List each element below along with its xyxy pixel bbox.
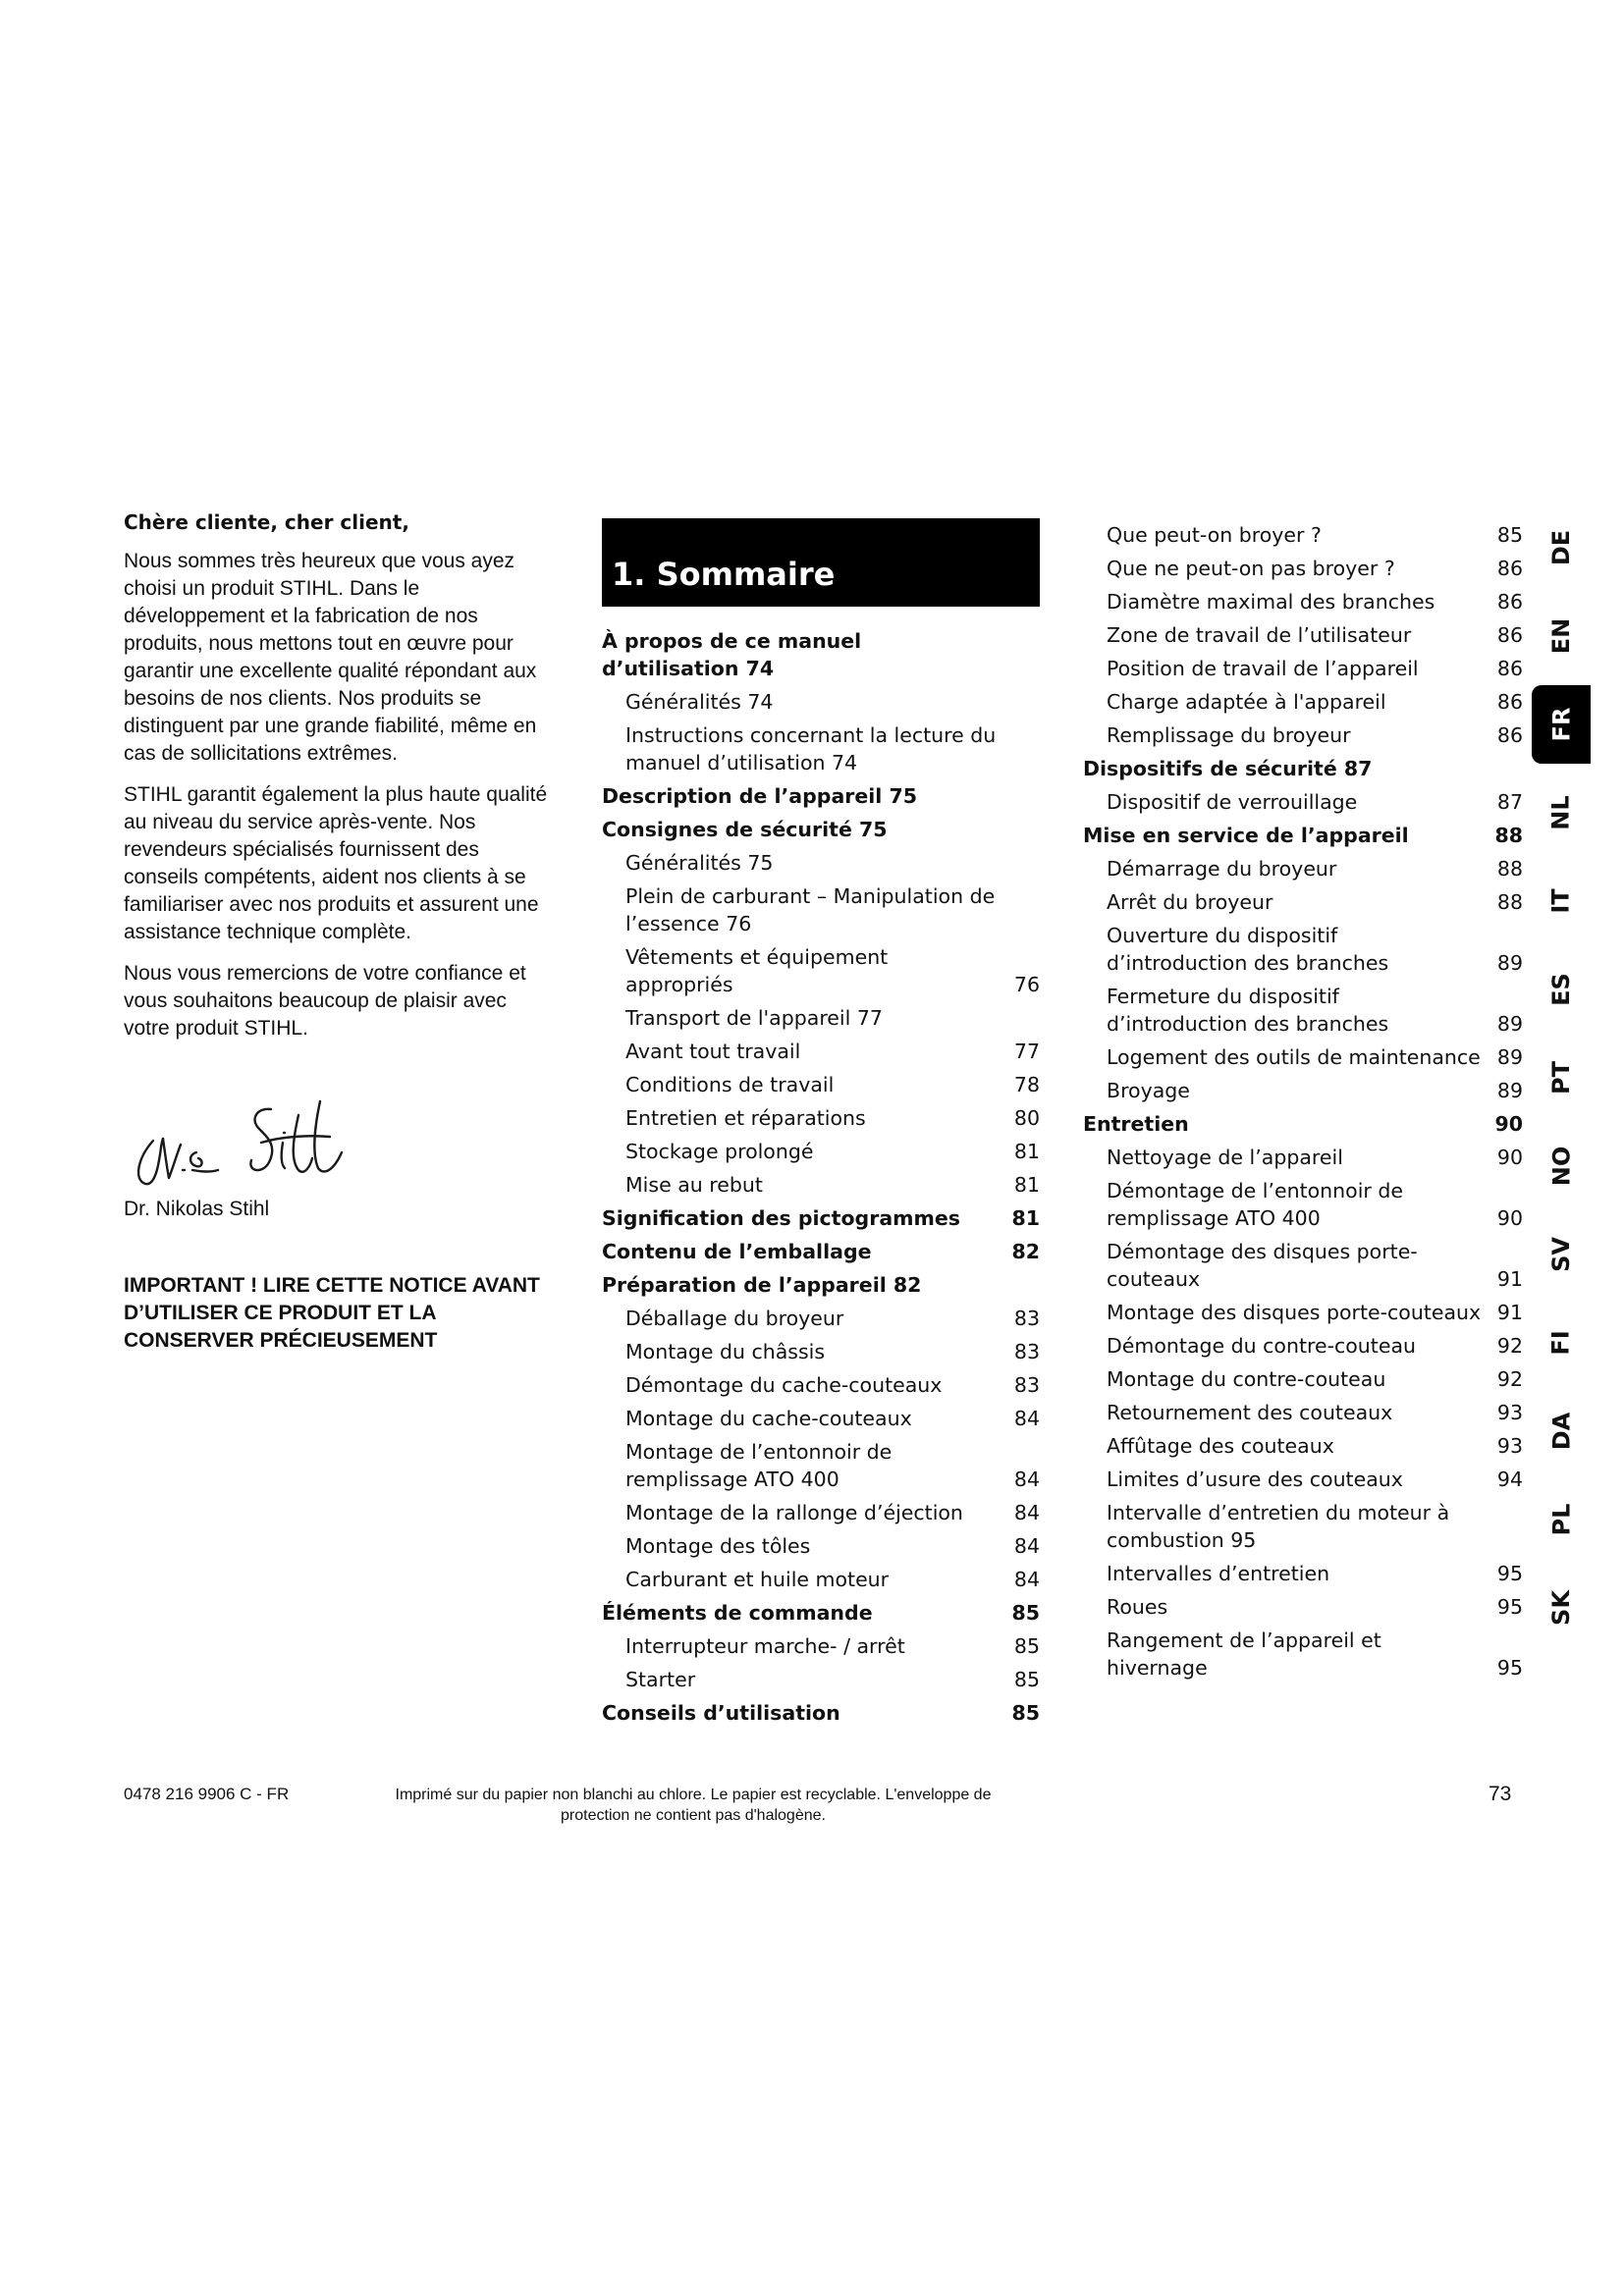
toc-subsection xyxy=(602,1529,1040,1563)
language-code: EN xyxy=(1546,617,1575,655)
toc-subsection xyxy=(602,1135,1040,1168)
toc-entry-page: 84 xyxy=(1013,1534,1040,1558)
toc-list xyxy=(1083,518,1523,1684)
toc-section xyxy=(1083,1107,1523,1141)
toc-entry-label: Description de l’appareil 75 xyxy=(602,784,918,808)
toc-subsection xyxy=(1083,785,1523,819)
toc-entry-label: Déballage du broyeur xyxy=(625,1307,844,1330)
language-code: FI xyxy=(1546,1330,1575,1356)
toc-column-1 xyxy=(602,518,1040,1730)
toc-entry-page: 92 xyxy=(1496,1334,1523,1358)
language-tab-no xyxy=(1532,1127,1591,1205)
toc-entry-page: 81 xyxy=(1013,1173,1040,1197)
toc-entry-page: 94 xyxy=(1496,1468,1523,1491)
toc-entry-label: Mise en service de l’appareil xyxy=(1083,824,1409,847)
toc-entry-page: 86 xyxy=(1496,623,1523,647)
toc-subsection xyxy=(1083,652,1523,685)
toc-subsection xyxy=(1083,1557,1523,1590)
toc-entry-page: 90 xyxy=(1494,1112,1523,1136)
toc-entry-label: Transport de l'appareil 77 xyxy=(625,1006,883,1030)
paper-note: Imprimé sur du papier non blanchi au chlore. Le papier est recyclable. L'enveloppe de protection ne contient pas d'halogène. xyxy=(395,1787,992,1824)
toc-subsection xyxy=(602,685,1040,719)
toc-entry-page: 84 xyxy=(1013,1407,1040,1430)
toc-entry-page: 80 xyxy=(1013,1106,1040,1130)
language-code: DA xyxy=(1547,1412,1575,1451)
toc-entry-label: Consignes de sécurité 75 xyxy=(602,818,888,841)
toc-entry-page: 84 xyxy=(1013,1468,1040,1491)
important-notice: IMPORTANT ! LIRE CETTE NOTICE AVANT D’UTILISER CE PRODUIT ET LA CONSERVER PRÉCIEUSEMENT xyxy=(124,1274,540,1352)
toc-entry-label: Signification des pictogrammes xyxy=(602,1206,961,1230)
toc-subsection xyxy=(602,1168,1040,1201)
toc-entry-label: Logement des outils de maintenance xyxy=(1107,1045,1481,1069)
toc-entry-page: 81 xyxy=(1013,1140,1040,1163)
toc-subsection xyxy=(602,1663,1040,1696)
language-code: IT xyxy=(1547,888,1575,914)
toc-entry-page: 91 xyxy=(1496,1301,1523,1324)
toc-section xyxy=(602,1696,1040,1730)
toc-entry-label: Montage du cache-couteaux xyxy=(625,1407,912,1430)
language-tab-fr xyxy=(1532,685,1591,764)
toc-entry-label: Démontage du contre-couteau xyxy=(1107,1334,1417,1358)
toc-entry-page: 86 xyxy=(1496,590,1523,614)
toc-subsection xyxy=(1083,1235,1523,1296)
toc-section xyxy=(602,1201,1040,1235)
toc-entry-page: 90 xyxy=(1496,1146,1523,1169)
toc-subsection xyxy=(1083,919,1523,980)
toc-entry-label: Nettoyage de l’appareil xyxy=(1107,1146,1343,1169)
toc-subsection xyxy=(602,719,1040,779)
toc-subsection xyxy=(1083,1624,1523,1684)
toc-entry-label: Charge adaptée à l'appareil xyxy=(1107,690,1386,714)
toc-entry-page: 89 xyxy=(1496,1079,1523,1102)
toc-entry-page: 81 xyxy=(1011,1206,1040,1230)
document-code: 0478 216 9906 C - FR xyxy=(124,1785,290,1803)
toc-subsection xyxy=(1083,1463,1523,1496)
toc-entry-label: Conseils d’utilisation xyxy=(602,1701,840,1725)
toc-entry-page: 95 xyxy=(1496,1595,1523,1619)
toc-entry-label: Arrêt du broyeur xyxy=(1107,890,1273,914)
language-code: SK xyxy=(1546,1590,1575,1626)
toc-subsection xyxy=(602,1496,1040,1529)
language-tab-nl xyxy=(1532,774,1591,852)
toc-entry-page: 86 xyxy=(1496,723,1523,747)
toc-entry-label: Retournement des couteaux xyxy=(1107,1401,1393,1424)
toc-subsection xyxy=(1083,685,1523,719)
language-tab-da xyxy=(1532,1392,1591,1470)
toc-entry-label: Interrupteur marche- / arrêt xyxy=(625,1634,905,1658)
toc-entry-page: 82 xyxy=(1011,1240,1040,1263)
toc-entry-label: Intervalles d’entretien xyxy=(1107,1562,1330,1585)
letter-paragraph: STIHL garantit également la plus haute qualité au niveau du service après-vente. Nos revendeurs spécialisés fournissent des conseils compétents, aident nos clients à se familiariser avec nos produits et assurent une assistance technique complète. xyxy=(124,783,548,943)
toc-subsection xyxy=(602,1402,1040,1435)
toc-entry-label: Starter xyxy=(625,1668,696,1691)
toc-subsection xyxy=(1083,1429,1523,1463)
toc-entry-label: Montage de la rallonge d’éjection xyxy=(625,1501,963,1524)
toc-entry-label: Diamètre maximal des branches xyxy=(1107,590,1435,614)
language-code: DE xyxy=(1546,529,1575,566)
toc-entry-page: 85 xyxy=(1011,1601,1040,1625)
toc-entry-label: Conditions de travail xyxy=(625,1073,835,1096)
language-code: NO xyxy=(1547,1146,1575,1187)
toc-entry-label: Démontage de l’entonnoir de remplissage ATO 400 xyxy=(1107,1179,1403,1230)
toc-entry-label: Broyage xyxy=(1107,1079,1190,1102)
toc-entry-label: Que ne peut-on pas broyer ? xyxy=(1107,557,1395,580)
toc-entry-page: 76 xyxy=(1013,973,1040,996)
toc-subsection xyxy=(1083,518,1523,552)
toc-section xyxy=(602,1268,1040,1302)
language-tab-sv xyxy=(1532,1215,1591,1294)
toc-section xyxy=(602,624,1040,685)
toc-subsection xyxy=(1083,1329,1523,1362)
language-code: PT xyxy=(1547,1061,1575,1095)
toc-entry-label: Position de travail de l’appareil xyxy=(1107,657,1419,680)
toc-subsection xyxy=(1083,1074,1523,1107)
toc-entry-page: 86 xyxy=(1496,657,1523,680)
toc-subsection xyxy=(602,1368,1040,1402)
language-tab-de xyxy=(1532,508,1591,587)
toc-entry-label: Démontage des disques porte-couteaux xyxy=(1107,1240,1418,1291)
toc-entry-label: Remplissage du broyeur xyxy=(1107,723,1351,747)
toc-subsection xyxy=(1083,719,1523,752)
toc-entry-label: Démarrage du broyeur xyxy=(1107,857,1337,881)
toc-subsection xyxy=(602,846,1040,880)
toc-entry-page: 88 xyxy=(1496,890,1523,914)
page-number: 73 xyxy=(1489,1783,1512,1805)
language-code: PL xyxy=(1546,1503,1575,1536)
toc-entry-page: 90 xyxy=(1496,1206,1523,1230)
toc-list xyxy=(602,624,1040,1730)
toc-section xyxy=(602,1596,1040,1629)
toc-entry-label: Entretien xyxy=(1083,1112,1189,1136)
toc-entry-label: Rangement de l’appareil et hivernage xyxy=(1107,1629,1381,1680)
toc-entry-label: Préparation de l’appareil 82 xyxy=(602,1273,922,1297)
toc-subsection xyxy=(1083,1362,1523,1396)
language-code: NL xyxy=(1546,795,1575,830)
language-tab-pl xyxy=(1532,1480,1591,1559)
toc-subsection xyxy=(1083,885,1523,919)
toc-entry-page: 77 xyxy=(1013,1040,1040,1063)
toc-entry-page: 85 xyxy=(1496,523,1523,547)
toc-entry-label: Zone de travail de l’utilisateur xyxy=(1107,623,1412,647)
toc-entry-label: Montage du châssis xyxy=(625,1340,826,1363)
toc-entry-label: À propos de ce manuel d’utilisation 74 xyxy=(602,629,862,680)
toc-entry-page: 95 xyxy=(1496,1656,1523,1680)
letter-paragraph: Nous vous remercions de votre confiance et vous souhaitons beaucoup de plaisir avec votre produit STIHL. xyxy=(124,962,526,1040)
toc-entry-label: Généralités 74 xyxy=(625,690,774,714)
toc-subsection xyxy=(1083,552,1523,585)
language-tab-it xyxy=(1532,862,1591,940)
toc-subsection xyxy=(1083,585,1523,618)
toc-subsection xyxy=(602,1035,1040,1068)
toc-column-2 xyxy=(1083,518,1523,1684)
toc-entry-label: Intervalle d’entretien du moteur à combustion 95 xyxy=(1107,1501,1450,1552)
toc-entry-page: 84 xyxy=(1013,1501,1040,1524)
toc-subsection xyxy=(1083,1396,1523,1429)
toc-subsection xyxy=(1083,852,1523,885)
toc-section xyxy=(1083,819,1523,852)
signature-image xyxy=(124,1082,556,1192)
toc-entry-label: Éléments de commande xyxy=(602,1601,873,1625)
toc-entry-label: Dispositifs de sécurité 87 xyxy=(1083,757,1373,780)
toc-entry-label: Dispositif de verrouillage xyxy=(1107,790,1358,814)
toc-entry-label: Généralités 75 xyxy=(625,851,774,875)
toc-entry-label: Montage des tôles xyxy=(625,1534,811,1558)
toc-subsection xyxy=(602,1435,1040,1496)
toc-subsection xyxy=(1083,1496,1523,1557)
toc-entry-label: Ouverture du dispositif d’introduction des branches xyxy=(1107,924,1389,975)
toc-subsection xyxy=(1083,980,1523,1041)
language-tab-es xyxy=(1532,950,1591,1029)
toc-entry-page: 91 xyxy=(1496,1267,1523,1291)
toc-subsection xyxy=(602,880,1040,940)
toc-entry-label: Avant tout travail xyxy=(625,1040,801,1063)
language-tab-pt xyxy=(1532,1039,1591,1117)
toc-subsection xyxy=(602,1101,1040,1135)
toc-subsection xyxy=(1083,1590,1523,1624)
toc-entry-label: Limites d’usure des couteaux xyxy=(1107,1468,1403,1491)
toc-entry-label: Mise au rebut xyxy=(625,1173,763,1197)
toc-entry-label: Instructions concernant la lecture du manuel d’utilisation 74 xyxy=(625,723,997,774)
language-code: FR xyxy=(1547,707,1575,742)
letter-paragraph: Nous sommes très heureux que vous ayez choisi un produit STIHL. Dans le développement et la fabrication de nos produits, nous mettons tout en œuvre pour garantir une excellente qualité répondant aux besoins de nos clients. Nos produits se distinguent par une grande fiabilité, même en cas de sollicitations extrêmes. xyxy=(124,550,537,765)
toc-entry-label: Affûtage des couteaux xyxy=(1107,1434,1334,1458)
toc-subsection xyxy=(602,1335,1040,1368)
language-tab-fi xyxy=(1532,1304,1591,1382)
toc-subsection xyxy=(602,1629,1040,1663)
toc-entry-page: 89 xyxy=(1496,951,1523,975)
toc-entry-page: 89 xyxy=(1496,1045,1523,1069)
toc-section xyxy=(1083,752,1523,785)
toc-entry-page: 93 xyxy=(1496,1434,1523,1458)
toc-entry-page: 89 xyxy=(1496,1012,1523,1036)
toc-entry-page: 83 xyxy=(1013,1340,1040,1363)
toc-subsection xyxy=(1083,1296,1523,1329)
language-tab-en xyxy=(1532,597,1591,675)
toc-subsection xyxy=(1083,1174,1523,1235)
toc-entry-page: 86 xyxy=(1496,690,1523,714)
toc-entry-page: 85 xyxy=(1011,1701,1040,1725)
toc-entry-label: Plein de carburant – Manipulation de l’essence 76 xyxy=(625,884,996,935)
toc-subsection xyxy=(602,940,1040,1001)
toc-entry-page: 87 xyxy=(1496,790,1523,814)
toc-entry-label: Démontage du cache-couteaux xyxy=(625,1373,943,1397)
toc-subsection xyxy=(1083,1041,1523,1074)
toc-title: 1. Sommaire xyxy=(602,518,1040,607)
language-tab-sk xyxy=(1532,1569,1591,1647)
toc-entry-page: 85 xyxy=(1013,1634,1040,1658)
toc-entry-page: 88 xyxy=(1496,857,1523,881)
signer-name: Dr. Nikolas Stihl xyxy=(124,1198,270,1220)
toc-subsection xyxy=(602,1068,1040,1101)
toc-entry-page: 83 xyxy=(1013,1373,1040,1397)
toc-entry-label: Roues xyxy=(1107,1595,1168,1619)
handwritten-signature xyxy=(124,1082,359,1192)
toc-entry-label: Que peut-on broyer ? xyxy=(1107,523,1322,547)
language-code: SV xyxy=(1546,1237,1575,1272)
language-code: ES xyxy=(1547,973,1575,1006)
toc-section xyxy=(602,813,1040,846)
toc-entry-label: Entretien et réparations xyxy=(625,1106,866,1130)
toc-entry-label: Vêtements et équipement appropriés xyxy=(625,945,889,996)
toc-entry-page: 88 xyxy=(1494,824,1523,847)
toc-entry-label: Montage des disques porte-couteaux xyxy=(1107,1301,1482,1324)
toc-entry-page: 85 xyxy=(1013,1668,1040,1691)
toc-subsection xyxy=(602,1001,1040,1035)
letter-greeting: Chère cliente, cher client, xyxy=(124,510,409,534)
toc-entry-label: Montage du contre-couteau xyxy=(1107,1367,1386,1391)
welcome-letter xyxy=(124,508,556,1355)
toc-entry-page: 86 xyxy=(1496,557,1523,580)
toc-entry-page: 92 xyxy=(1496,1367,1523,1391)
toc-entry-label: Contenu de l’emballage xyxy=(602,1240,872,1263)
toc-section xyxy=(602,779,1040,813)
toc-entry-label: Carburant et huile moteur xyxy=(625,1568,890,1591)
toc-entry-label: Montage de l’entonnoir de remplissage ATO 400 xyxy=(625,1440,893,1491)
toc-subsection xyxy=(1083,618,1523,652)
toc-entry-page: 84 xyxy=(1013,1568,1040,1591)
toc-entry-page: 93 xyxy=(1496,1401,1523,1424)
toc-subsection xyxy=(602,1302,1040,1335)
toc-section xyxy=(602,1235,1040,1268)
toc-subsection xyxy=(602,1563,1040,1596)
toc-entry-page: 83 xyxy=(1013,1307,1040,1330)
toc-entry-page: 95 xyxy=(1496,1562,1523,1585)
toc-entry-label: Stockage prolongé xyxy=(625,1140,814,1163)
toc-entry-label: Fermeture du dispositif d’introduction des branches xyxy=(1107,985,1389,1036)
toc-subsection xyxy=(1083,1141,1523,1174)
toc-entry-page: 78 xyxy=(1013,1073,1040,1096)
